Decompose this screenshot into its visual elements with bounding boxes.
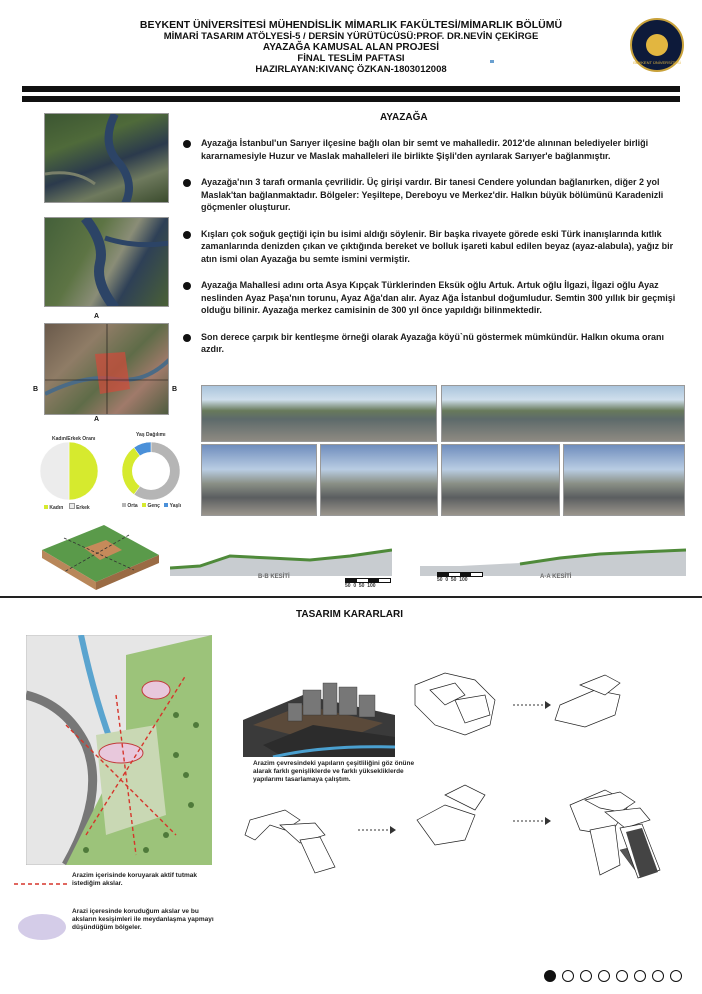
scale-tick: 100 xyxy=(367,583,376,589)
header-line-3: AYAZAĞA KAMUSAL ALAN PROJESİ xyxy=(262,42,440,53)
donut-hole xyxy=(132,452,170,490)
bullet-item xyxy=(183,331,689,356)
scale-tick: 50 xyxy=(358,583,365,589)
header-rule-top xyxy=(22,86,680,92)
satellite-photo-site xyxy=(44,323,169,415)
massing-diagram-left xyxy=(240,795,400,875)
page-dot[interactable] xyxy=(562,970,574,982)
bullet-text: Son derece çarpık bir kentleşme örneği olarak Ayazağa köyü`nü göstermek mümkündür. Halkın okuma oranı azdır. xyxy=(201,331,664,354)
page-dot[interactable] xyxy=(598,970,610,982)
university-logo xyxy=(630,18,684,72)
bullet-item xyxy=(183,228,689,266)
section-title-ayazaga: AYAZAĞA xyxy=(380,112,428,123)
page-dot[interactable] xyxy=(652,970,664,982)
site-photo-1 xyxy=(201,444,317,516)
bullet-icon xyxy=(183,179,191,187)
scale-tick: 50 xyxy=(345,583,351,589)
bullet-text: Kışları çok soğuk geçtiği için bu isimi aldığı söylenir. Bir başka rivayete görede eski Türk inanışlarında kıtlık zamanlarında denizden çıkan ve çıktığında bereket ve bolluk işareti kabul edilen beyaz (ayaz-alabula), yağız bir atın ismi olan Ayazağa bu semte ismini vermiştir. xyxy=(201,228,674,264)
page-dot[interactable] xyxy=(616,970,628,982)
chart-legend-age xyxy=(122,503,181,509)
scale-tick: 0 xyxy=(445,577,449,583)
terrain-3d-model xyxy=(34,520,164,592)
legend-square-ellipse xyxy=(18,914,66,940)
section-bb-label: B-B KESİTİ xyxy=(258,574,290,580)
section-bb-profile xyxy=(170,548,392,576)
ayazaga-bullet-list xyxy=(183,137,689,370)
legend-axis-dashed-line xyxy=(14,878,70,890)
legend-label-kadin: Kadın xyxy=(49,505,64,511)
panorama-photo-right xyxy=(441,385,685,442)
site-photo-4 xyxy=(563,444,685,516)
section-marker-a-top: A xyxy=(94,313,100,320)
bullet-icon xyxy=(183,334,191,342)
small-mark xyxy=(490,60,494,63)
section-marker-b-right: B xyxy=(172,386,178,393)
massing-caption: Arazim çevresindeki yapıların çeşitliliğini göz önüne alarak farklı genişliklerde ve farklı yüksekliklerde yapılarımı tasarlamaya çalıştım. xyxy=(253,760,415,783)
bullet-text: Ayazağa İstanbul'un Sarıyer ilçesine bağlı olan bir semt ve mahalledir. 2012'de alınınan belediyeler birliği kararnamesiyle Huzur ve Maslak mahalleleri ile birlikte Şişli'den ayrılarak Sarıyer'e bağlanmıştır. xyxy=(201,138,649,161)
section-marker-a-bottom: A xyxy=(94,416,100,423)
bullet-icon xyxy=(183,140,191,148)
site-photo-2 xyxy=(320,444,438,516)
legend-swatch-erkek xyxy=(69,503,75,509)
header-line-5: HAZIRLAYAN:KIVANÇ ÖZKAN-1803012008 xyxy=(255,64,447,75)
bullet-text: Ayazağa'nın 3 tarafı ormanla çevrilidir. Üç girişi vardır. Bir tanesi Cendere yolundan bağlanırken, diğer 2 yol Maslak'tan bağlanmaktadır. Bölgeler: Yeşiltepe, Dereboyu ve Merkez'dir. Halkın büyük bölümünü Karadenizli göçmenler oluşturur. xyxy=(201,177,664,212)
legend-axis-text: Arazim içerisinde koruyarak aktif tutmak istediğim akslar. xyxy=(72,872,197,887)
legend-swatch-orta xyxy=(122,503,126,507)
header-line-4: FİNAL TESLİM PAFTASI xyxy=(297,53,405,64)
legend-label-genc: Genç xyxy=(147,503,160,509)
age-donut-chart xyxy=(120,440,182,502)
pie-slice-kadın xyxy=(69,442,98,500)
chart-legend-gender xyxy=(44,503,90,511)
header-line-1: BEYKENT ÜNİVERSİTESİ MÜHENDİSLİK MİMARLIK FAKÜLTESİ/MİMARLIK BÖLÜMÜ xyxy=(139,19,563,31)
page-dot[interactable] xyxy=(634,970,646,982)
legend-square-text: Arazi içeresinde koruduğum akslar ve bu aksların kesişimleri ile meydanlaşma yapmayı düşündüğüm bölgeler. xyxy=(72,908,214,931)
chart-title-age: Yaş Dağılımı xyxy=(136,432,166,438)
bullet-icon xyxy=(183,282,191,290)
section-marker-b-left: B xyxy=(33,386,39,393)
satellite-photo-region xyxy=(44,113,169,203)
scale-bar-aa xyxy=(437,572,483,583)
legend-swatch-genc xyxy=(142,503,146,507)
legend-label-orta: Orta xyxy=(127,503,138,509)
pie-slice-erkek xyxy=(40,442,69,500)
header-rule-bottom xyxy=(22,96,680,102)
scale-tick: 0 xyxy=(353,583,357,589)
section-aa-label: A-A KESİTİ xyxy=(540,574,572,580)
page-dot[interactable] xyxy=(544,970,556,982)
logo-text: BEYKENT ÜNİVERSİTESİ xyxy=(633,60,681,65)
header xyxy=(0,20,702,75)
massing-diagram-final xyxy=(580,790,680,882)
logo-star-icon xyxy=(646,34,668,56)
site-photo-3 xyxy=(441,444,560,516)
scale-tick: 50 xyxy=(437,577,443,583)
legend-swatch-yasli xyxy=(164,503,168,507)
header-line-2: MİMARİ TASARIM ATÖLYESİ-5 / DERSİN YÜRÜTÜCÜSÜ:PROF. DR.NEVİN ÇEKİRGE xyxy=(163,31,539,42)
chart-title-gender: Kadın/Erkek Oranı xyxy=(52,436,96,442)
bullet-item xyxy=(183,279,689,317)
satellite-photo-bosphorus xyxy=(44,217,169,307)
legend-swatch-kadin xyxy=(44,505,48,509)
bullet-item xyxy=(183,137,689,162)
bullet-item xyxy=(183,176,689,214)
section-divider xyxy=(0,596,702,598)
section-title-design: TASARIM KARARLARI xyxy=(296,609,404,620)
page-dot[interactable] xyxy=(580,970,592,982)
page-dot[interactable] xyxy=(670,970,682,982)
pagination xyxy=(544,970,690,984)
panorama-photo-left xyxy=(201,385,437,442)
site-plan xyxy=(26,635,212,865)
legend-label-erkek: Erkek xyxy=(76,505,90,511)
bullet-icon xyxy=(183,231,191,239)
scale-bar-bb xyxy=(345,578,391,589)
scale-tick: 50 xyxy=(450,577,457,583)
scale-tick: 100 xyxy=(459,577,468,583)
bullet-text: Ayazağa Mahallesi adını orta Asya Kıpçak Türklerinden Eksük oğlu Artuk. Artuk oğlu İlgazi, İlgazi oğlu Ayaz neslinden Ayaz Paşa'nın torunu, Ayaz Ağa'dan alır. Ayaz Ağa İstanbul doğumludur. Semtin 300 yıllık bir geçmişi olduğu bilinir. Ayazağa merkez camisinin de 300 yıl önce yapıldığı bilinmektedir. xyxy=(201,280,676,315)
gender-pie-chart xyxy=(38,440,100,502)
massing-3d-render xyxy=(243,665,395,757)
legend-label-yasli: Yaşlı xyxy=(169,503,182,509)
